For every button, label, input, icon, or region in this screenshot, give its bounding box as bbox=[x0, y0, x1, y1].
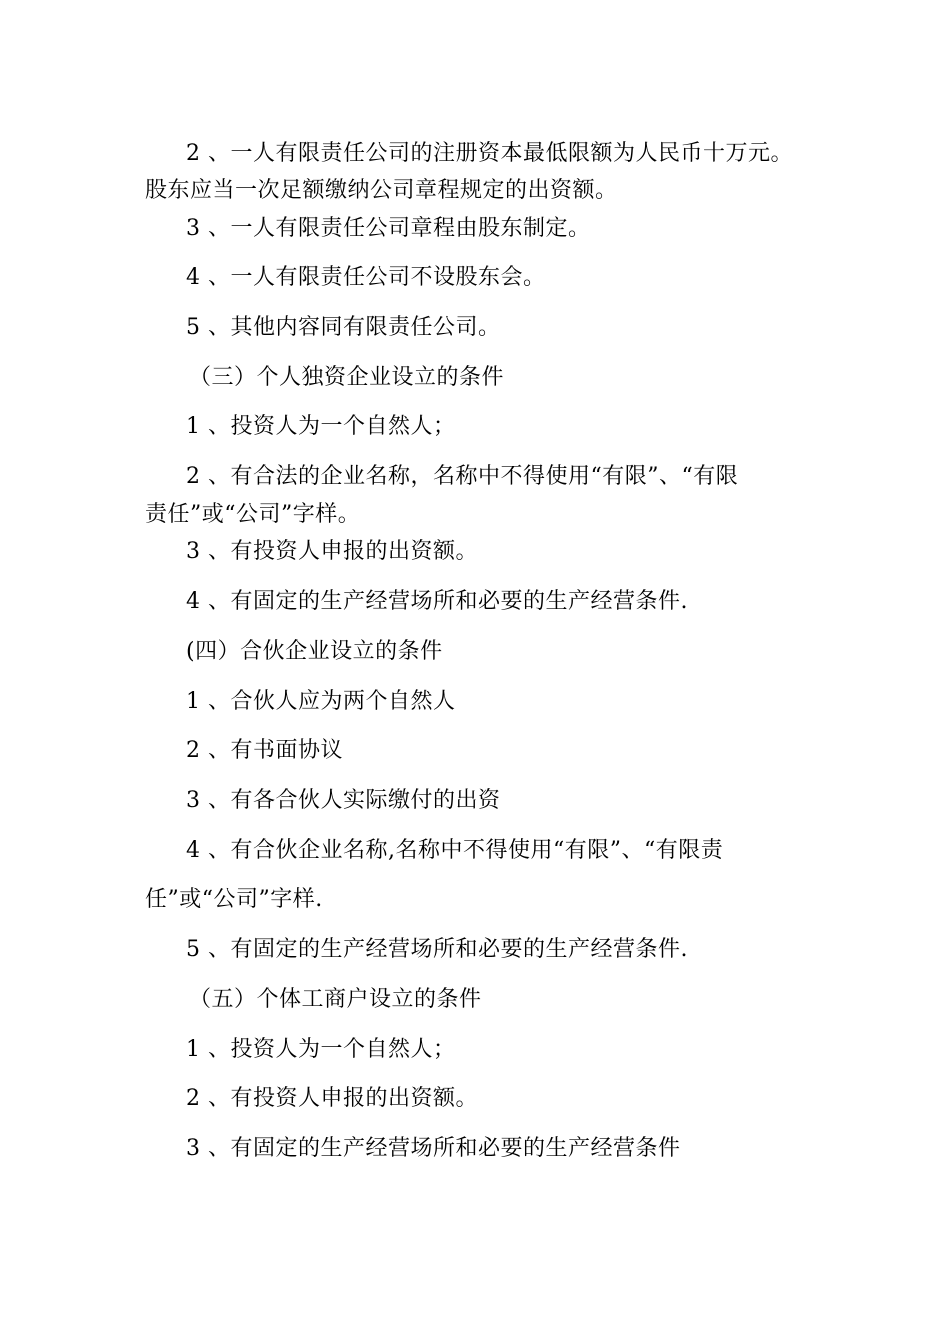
paragraph-line: 1 、投资人为一个自然人； bbox=[186, 414, 456, 439]
section-heading: （五）个体工商户设立的条件 bbox=[189, 987, 482, 1012]
paragraph-line: 3 、一人有限责任公司章程由股东制定。 bbox=[186, 216, 591, 241]
paragraph-line: 3 、有固定的生产经营场所和必要的生产经营条件 bbox=[186, 1136, 681, 1161]
paragraph-line: 2 、有合法的企业名称，名称中不得使用“有限”、“有限 bbox=[186, 464, 739, 489]
paragraph-line: 任”或“公司”字样. bbox=[145, 887, 323, 912]
paragraph-line: 1 、合伙人应为两个自然人 bbox=[186, 689, 456, 714]
paragraph-line: 4 、有合伙企业名称,名称中不得使用“有限”、“有限责 bbox=[186, 838, 724, 863]
paragraph-line: 2 、一人有限责任公司的注册资本最低限额为人民币十万元。 bbox=[186, 141, 793, 166]
paragraph-line: 4 、一人有限责任公司不设股东会。 bbox=[186, 265, 546, 290]
paragraph-line: 1 、投资人为一个自然人； bbox=[186, 1037, 456, 1062]
section-heading: (四）合伙企业设立的条件 bbox=[186, 639, 443, 664]
paragraph-line: 2 、有书面协议 bbox=[186, 738, 343, 763]
paragraph-line: 责任”或“公司”字样。 bbox=[145, 502, 361, 527]
paragraph-line: 2 、有投资人申报的出资额。 bbox=[186, 1086, 478, 1111]
paragraph-line: 5 、有固定的生产经营场所和必要的生产经营条件. bbox=[186, 937, 688, 962]
paragraph-line: 股东应当一次足额缴纳公司章程规定的出资额。 bbox=[145, 178, 618, 203]
paragraph-line: 5 、其他内容同有限责任公司。 bbox=[186, 315, 501, 340]
section-heading: （三）个人独资企业设立的条件 bbox=[189, 365, 505, 390]
paragraph-line: 3 、有投资人申报的出资额。 bbox=[186, 539, 478, 564]
paragraph-line: 4 、有固定的生产经营场所和必要的生产经营条件. bbox=[186, 589, 688, 614]
paragraph-line: 3 、有各合伙人实际缴付的出资 bbox=[186, 788, 501, 813]
